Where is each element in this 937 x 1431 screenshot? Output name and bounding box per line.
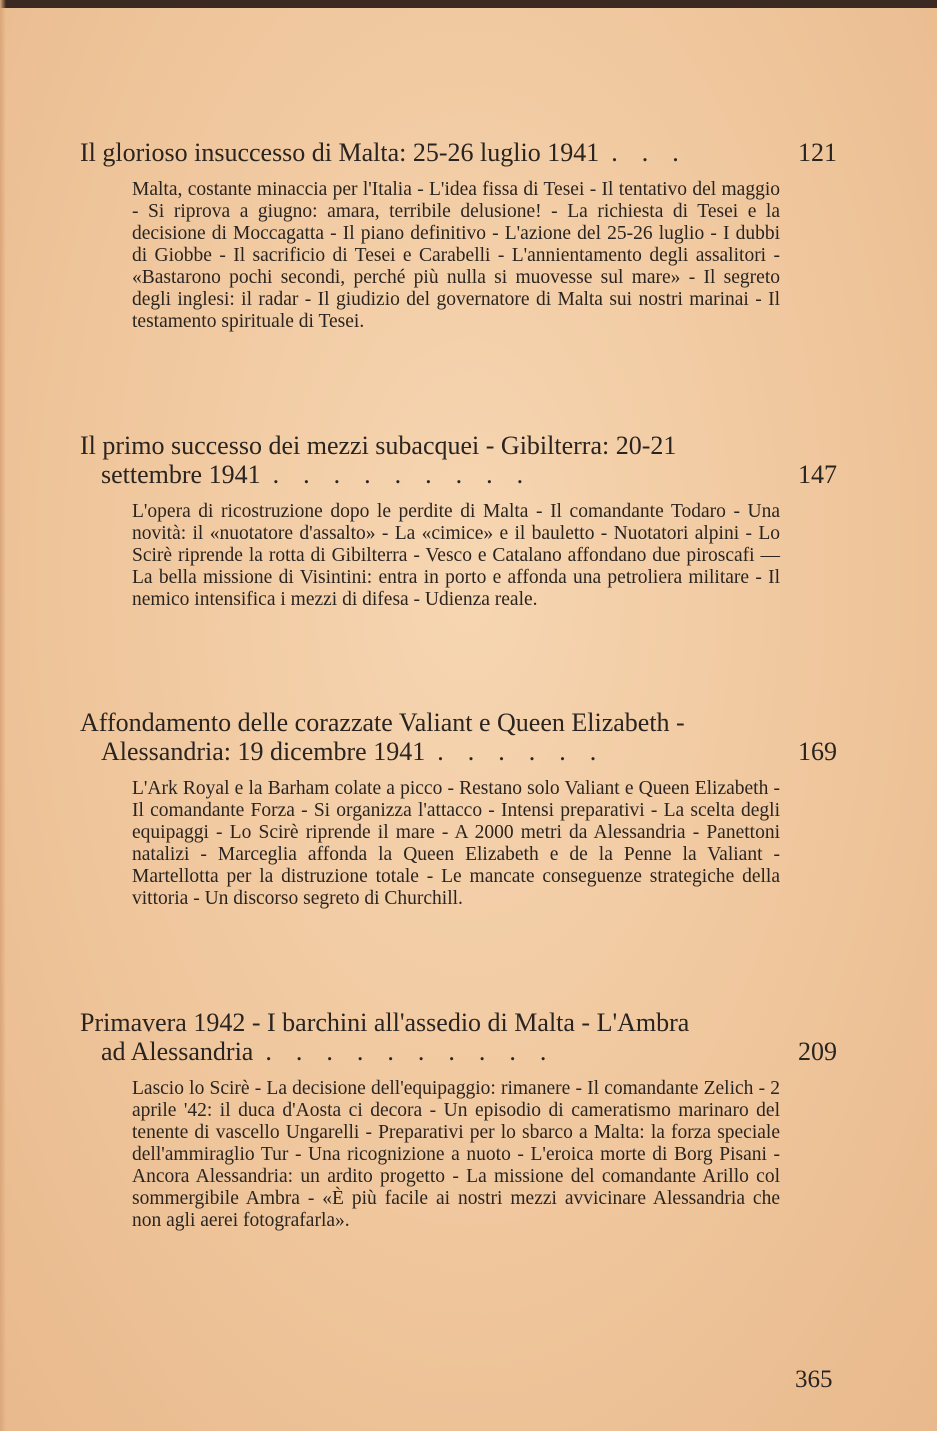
toc-entry-summary: L'opera di ricostruzione dopo le perdite di Malta - Il comandante Todaro - Una novità: il «nuotatore d'assalto» - La «cimice» e il bauletto - Nuotatori alpini - Lo Scirè riprende la rotta di Gibilterra - Vesco e Catalano affondano due piroscafi — La bella missione di Visintini: entra in porto e affonda una petroliera militare - Il nemico intensifica i mezzi di difesa - Udienza reale. [132,501,780,610]
toc-entry-title [80,431,840,489]
leader-dots: ...... [437,737,621,766]
toc-entry-title-line: settembre 1941 [101,460,261,489]
page-number: 365 [795,1366,833,1393]
toc-entry-summary: Malta, costante minaccia per l'Italia - L'idea fissa di Tesei - Il tentativo del maggio - Si riprova a giugno: amara, terribile delusione! - La richiesta di Tesei e la decisione di Moccagatta - Il piano definitivo - L'azione del 25-26 luglio - I dubbi di Giobbe - Il sacrificio di Tesei e Carabelli - L'annientamento degli assalitori - «Bastarono pochi secondi, perché più nulla si muovesse sul mare» - Il segreto degli inglesi: il radar - Il giudizio del governatore di Malta sui nostri marinai - Il testamento spirituale di Tesei. [132,179,780,332]
page-left-edge [0,0,6,1431]
toc-entry-page: 147 [798,460,837,489]
leader-dots: ......... [272,460,548,489]
toc-entry-page: 209 [798,1037,837,1066]
toc-entry-title-line: Affondamento delle corazzate Valiant e Queen Elizabeth - [80,708,685,737]
toc-entry-1 [80,138,840,333]
toc-entry-title-line: Il primo successo dei mezzi subacquei - Gibilterra: 20-21 [80,431,677,460]
toc-entry-title-line: ad Alessandria [101,1037,254,1066]
toc-entry-page: 169 [798,737,837,766]
toc-entry-2 [80,431,840,611]
toc-entry-3 [80,708,840,910]
toc-entry-title [80,1008,840,1066]
leader-dots: .......... [265,1037,571,1066]
toc-entry-title-line: Il glorioso insuccesso di Malta: 25-26 luglio 1941 [80,138,600,167]
toc-entry-title-line: Alessandria: 19 dicembre 1941 [101,737,426,766]
toc-entry-summary: L'Ark Royal e la Barham colate a picco - Restano solo Valiant e Queen Elizabeth - Il comandante Forza - Si organizza l'attacco - Intensi preparativi - La scelta degli equipaggi - Lo Scirè riprende il mare - A 2000 metri da Alessandria - Panettoni natalizi - Marceglia affonda la Queen Elizabeth e de la Penne la Valiant - Martellotta per la distruzione totale - Le mancate conseguenze strategiche della vittoria - Un discorso segreto di Churchill. [132,778,780,909]
toc-entry-4 [80,1008,840,1232]
leader-dots: ... [611,138,703,167]
toc-entry-title [80,708,840,766]
page-top-edge [0,0,937,8]
toc-entry-page: 121 [798,138,837,167]
toc-entry-title [80,138,840,167]
toc-entry-title-line: Primavera 1942 - I barchini all'assedio di Malta - L'Ambra [80,1008,690,1037]
toc-entry-summary: Lascio lo Scirè - La decisione dell'equipaggio: rimanere - Il comandante Zelich - 2 aprile '42: il duca d'Aosta ci decora - Un episodio di cameratismo marinaro del tenente di vascello Ungarelli - Preparativi per lo sbarco a Malta: la forza speciale dell'ammiraglio Tur - Una ricognizione a nuoto - L'eroica morte di Borg Pisani - Ancora Alessandria: un ardito progetto - La missione del comandante Arillo col sommergibile Ambra - «È più facile ai nostri mezzi avvicinare Alessandria che non agli aerei fotografarla». [132,1078,780,1231]
